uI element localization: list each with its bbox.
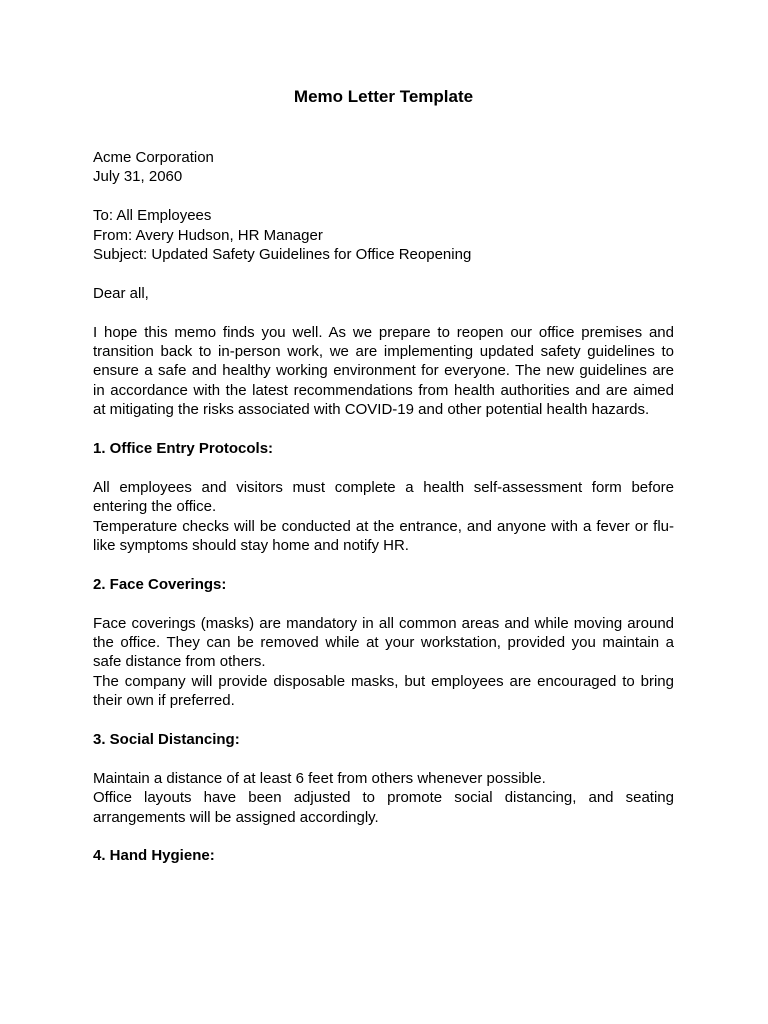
section-heading: 1. Office Entry Protocols: (93, 440, 274, 458)
memo-from: From: Avery Hudson, HR Manager (93, 226, 323, 244)
section-paragraph: Temperature checks will be conducted at the entrance, and anyone with a fever or flu-like symptoms should stay home and notify HR. (93, 517, 674, 555)
section-body (93, 478, 674, 556)
section-paragraph: All employees and visitors must complete a health self-assessment form before entering the office. (93, 478, 674, 516)
section-heading: 2. Face Coverings: (93, 575, 227, 593)
section-heading: 4. Hand Hygiene: (93, 847, 215, 865)
section-office-entry (93, 439, 674, 555)
memo-subject: Subject: Updated Safety Guidelines for Office Reopening (93, 246, 472, 264)
sender-block (93, 148, 674, 187)
section-social-distancing (93, 730, 674, 827)
section-hand-hygiene (93, 846, 674, 865)
section-paragraph: Maintain a distance of at least 6 feet from others whenever possible. (93, 769, 546, 787)
section-paragraph: Face coverings (masks) are mandatory in all common areas and while moving around the office. They can be removed while at your workstation, provided you maintain a safe distance from others. (93, 614, 674, 671)
company-name: Acme Corporation (93, 149, 214, 166)
memo-header (93, 206, 674, 264)
intro-paragraph: I hope this memo finds you well. As we prepare to reopen our office premises and transition back to in-person work, we are implementing updated safety guidelines to ensure a safe and healthy working environment for everyone. The new guidelines are in accordance with the latest recommendations from health authorities and are aimed at mitigating the risks associated with COVID-19 and other potential health hazards. (93, 323, 674, 419)
section-body (93, 769, 674, 827)
section-face-coverings (93, 575, 674, 711)
memo-to: To: All Employees (93, 207, 212, 225)
memo-date: July 31, 2060 (93, 168, 183, 186)
section-heading: 3. Social Distancing: (93, 731, 240, 749)
greeting: Dear all, (93, 284, 149, 302)
section-body (93, 614, 674, 711)
document-title: Memo Letter Template (293, 87, 474, 106)
section-paragraph: Office layouts have been adjusted to promote social distancing, and seating arrangements will be assigned accordingly. (93, 789, 674, 826)
section-paragraph: The company will provide disposable masks, but employees are encouraged to bring their own if preferred. (93, 672, 674, 710)
